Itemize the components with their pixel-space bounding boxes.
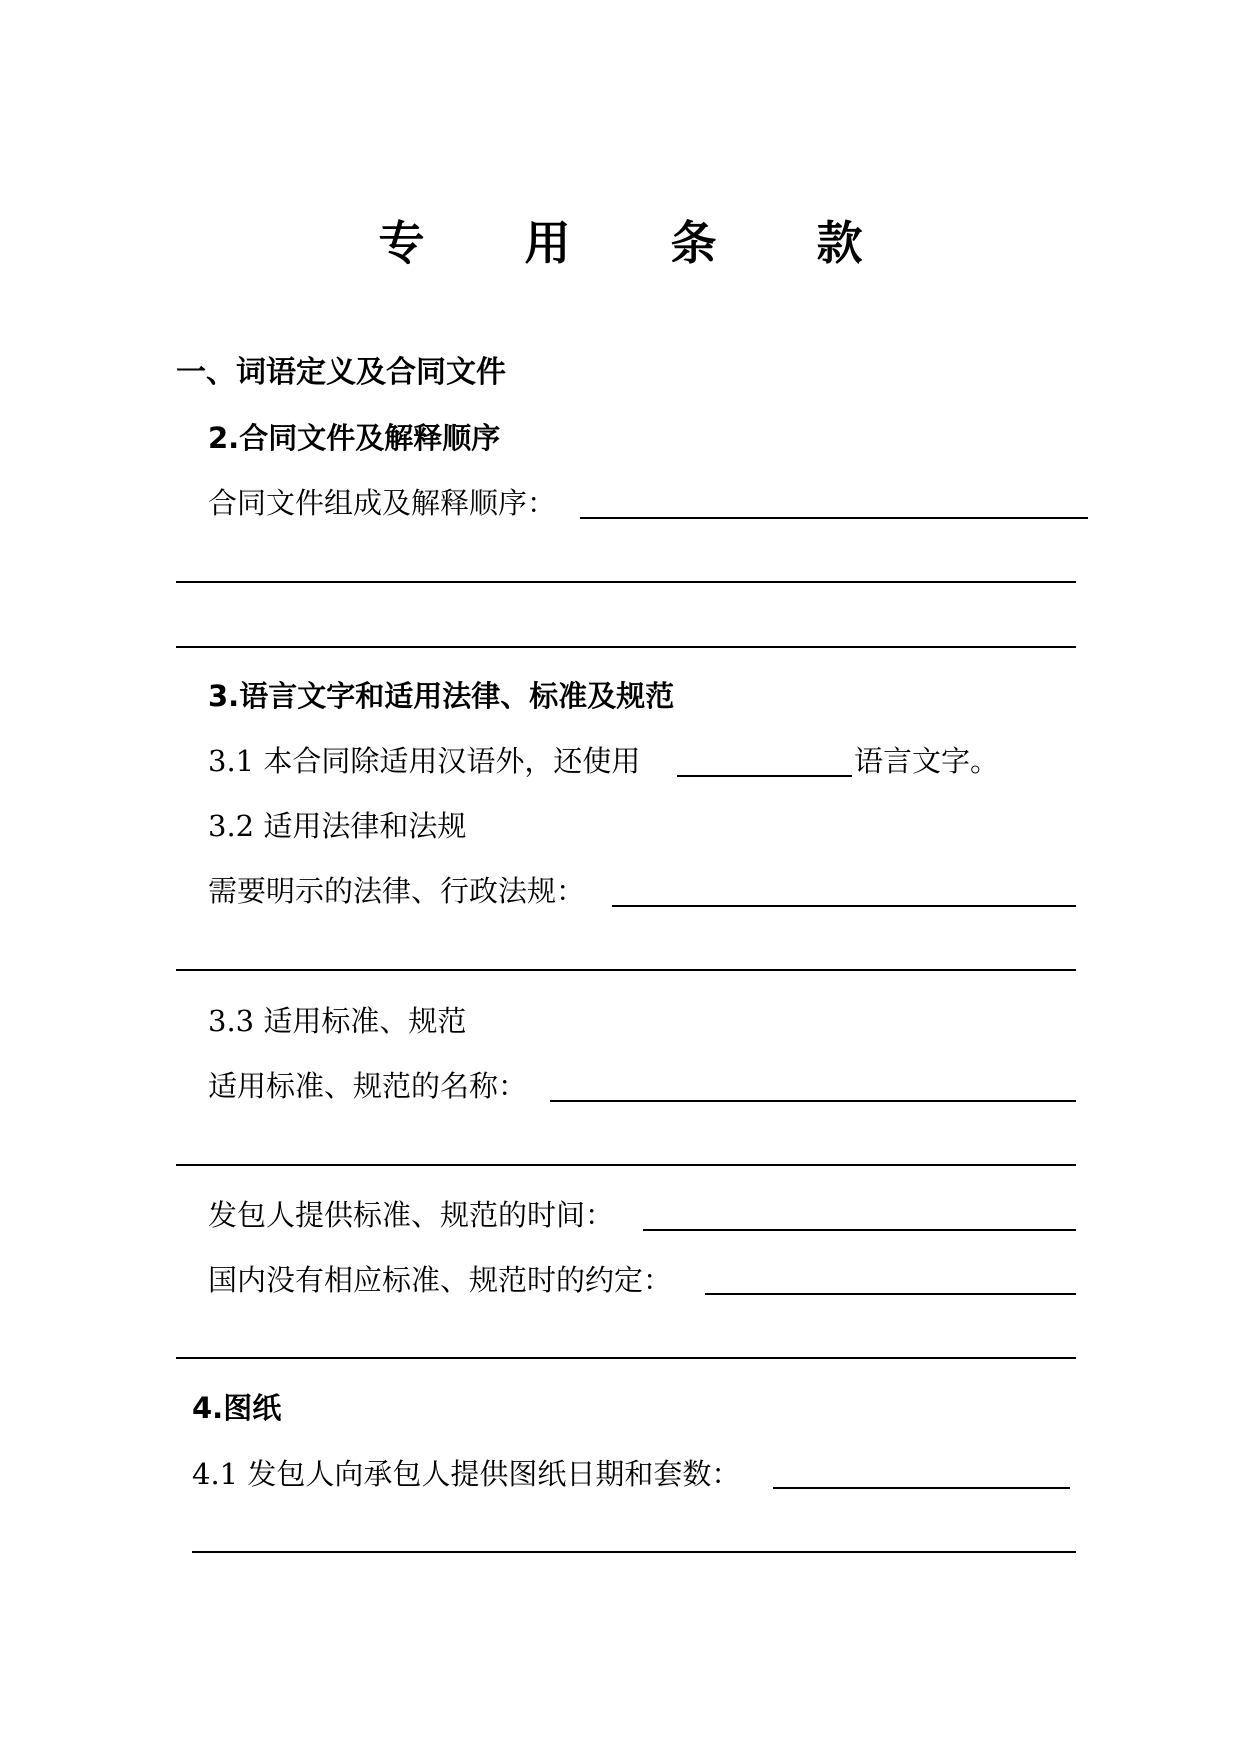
item-3-2: 3.2 适用法律和法规 (208, 809, 467, 843)
clause-2-heading: 2.合同文件及解释顺序 (208, 421, 501, 455)
clause-3-heading: 3.语言文字和适用法律、标准及规范 (208, 679, 675, 713)
drawings-blank[interactable] (773, 1487, 1070, 1489)
laws-blank[interactable] (612, 905, 1076, 907)
standards-name-blank-line-2[interactable] (176, 1164, 1076, 1166)
no-domestic-standard-blank-line-2[interactable] (176, 1357, 1076, 1359)
standards-name-label: 适用标准、规范的名称： (208, 1069, 528, 1103)
section-heading: 一、词语定义及合同文件 (176, 355, 506, 390)
contract-docs-blank[interactable] (580, 517, 1088, 519)
no-domestic-standard-label: 国内没有相应标准、规范时的约定： (208, 1263, 673, 1297)
item-4-1: 4.1 发包人向承包人提供图纸日期和套数： (192, 1457, 741, 1491)
standards-time-label: 发包人提供标准、规范的时间： (208, 1198, 615, 1232)
no-domestic-standard-blank[interactable] (705, 1293, 1076, 1295)
contract-docs-label: 合同文件组成及解释顺序： (208, 486, 557, 520)
contract-docs-blank-line-3[interactable] (176, 646, 1076, 648)
clause-4-heading: 4.图纸 (192, 1391, 282, 1425)
page-title: 专 用 条 款 (378, 216, 905, 270)
standards-name-blank[interactable] (550, 1100, 1076, 1102)
laws-label: 需要明示的法律、行政法规： (208, 874, 586, 908)
item-3-1-suffix: 语言文字。 (854, 744, 1000, 778)
item-3-1-prefix: 3.1 本合同除适用汉语外，还使用 (208, 744, 641, 778)
contract-docs-blank-line-2[interactable] (176, 581, 1076, 583)
item-3-3: 3.3 适用标准、规范 (208, 1004, 467, 1038)
standards-time-blank[interactable] (643, 1229, 1076, 1231)
laws-blank-line-2[interactable] (176, 969, 1076, 971)
drawings-blank-line-2[interactable] (192, 1551, 1076, 1553)
language-blank[interactable] (677, 775, 852, 777)
